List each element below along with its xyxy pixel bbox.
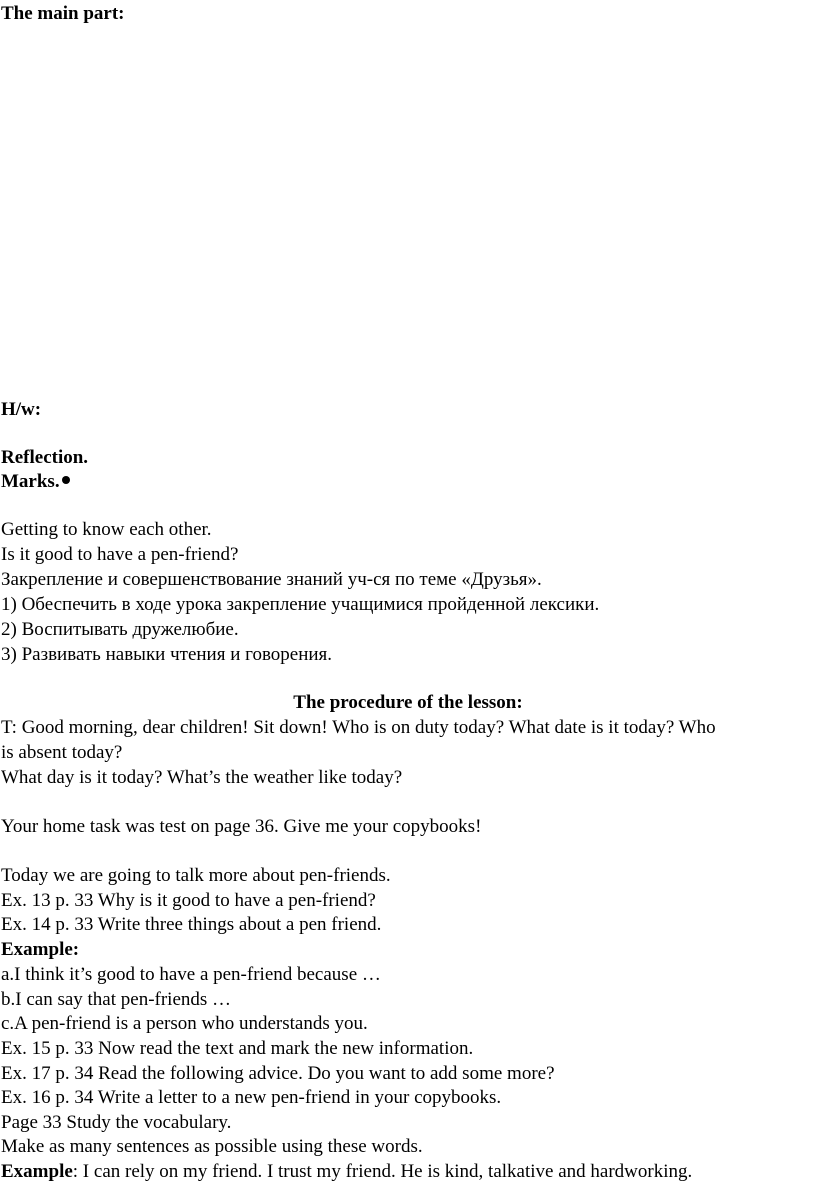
marks-line [1, 470, 70, 494]
lesson-theme: Is it good to have a pen-friend? [1, 544, 239, 565]
lesson-objective-3: 3) Развивать навыки чтения и говорения. [1, 644, 333, 665]
procedure-heading: The procedure of the lesson: [293, 692, 523, 713]
lesson-aim: Закрепление и совершенствование знаний уч-ся по теме «Друзья». [1, 569, 542, 590]
marks-label: Marks. [1, 471, 60, 492]
greeting-line-1: T: Good morning, dear children! Sit down! Who is on duty today? What date is it today? Who [1, 717, 716, 738]
lesson-topic: Getting to know each other. [1, 519, 212, 540]
exercise-13: Ex. 13 p. 33 Why is it good to have a pen-friend? [1, 890, 376, 911]
lesson-objective-1: 1) Обеспечить в ходе урока закрепление учащимися пройденной лексики. [1, 594, 600, 615]
example-b: b.I can say that pen-friends … [1, 989, 232, 1010]
example-c: c.A pen-friend is a person who understands you. [1, 1013, 368, 1034]
reflection-label: Reflection. [1, 447, 89, 468]
greeting-line-2: is absent today? [1, 742, 123, 763]
exercise-16: Ex. 16 p. 34 Write a letter to a new pen-friend in your copybooks. [1, 1087, 502, 1108]
lesson-objective-2: 2) Воспитывать дружелюбие. [1, 619, 239, 640]
page-33-vocabulary: Page 33 Study the vocabulary. [1, 1112, 232, 1133]
today-line: Today we are going to talk more about pen-friends. [1, 865, 391, 886]
bullet-dot-icon [62, 476, 70, 484]
main-part-heading: The main part: [1, 3, 125, 24]
final-example-text: : I can rely on my friend. I trust my friend. He is kind, talkative and hardworking. [72, 1161, 693, 1182]
example-label: Example: [1, 939, 80, 960]
exercise-17: Ex. 17 p. 34 Read the following advice. Do you want to add some more? [1, 1063, 555, 1084]
exercise-14: Ex. 14 p. 33 Write three things about a pen friend. [1, 914, 382, 935]
final-example-label: Example [1, 1161, 73, 1182]
home-task-line: Your home task was test on page 36. Give me your copybooks! [1, 816, 482, 837]
greeting-line-3: What day is it today? What’s the weather like today? [1, 767, 403, 788]
homework-label: H/w: [1, 399, 42, 420]
sentences-instruction: Make as many sentences as possible using these words. [1, 1136, 423, 1157]
example-a: a.I think it’s good to have a pen-friend because … [1, 964, 381, 985]
final-example-line [1, 1160, 692, 1184]
exercise-15: Ex. 15 p. 33 Now read the text and mark the new information. [1, 1038, 474, 1059]
